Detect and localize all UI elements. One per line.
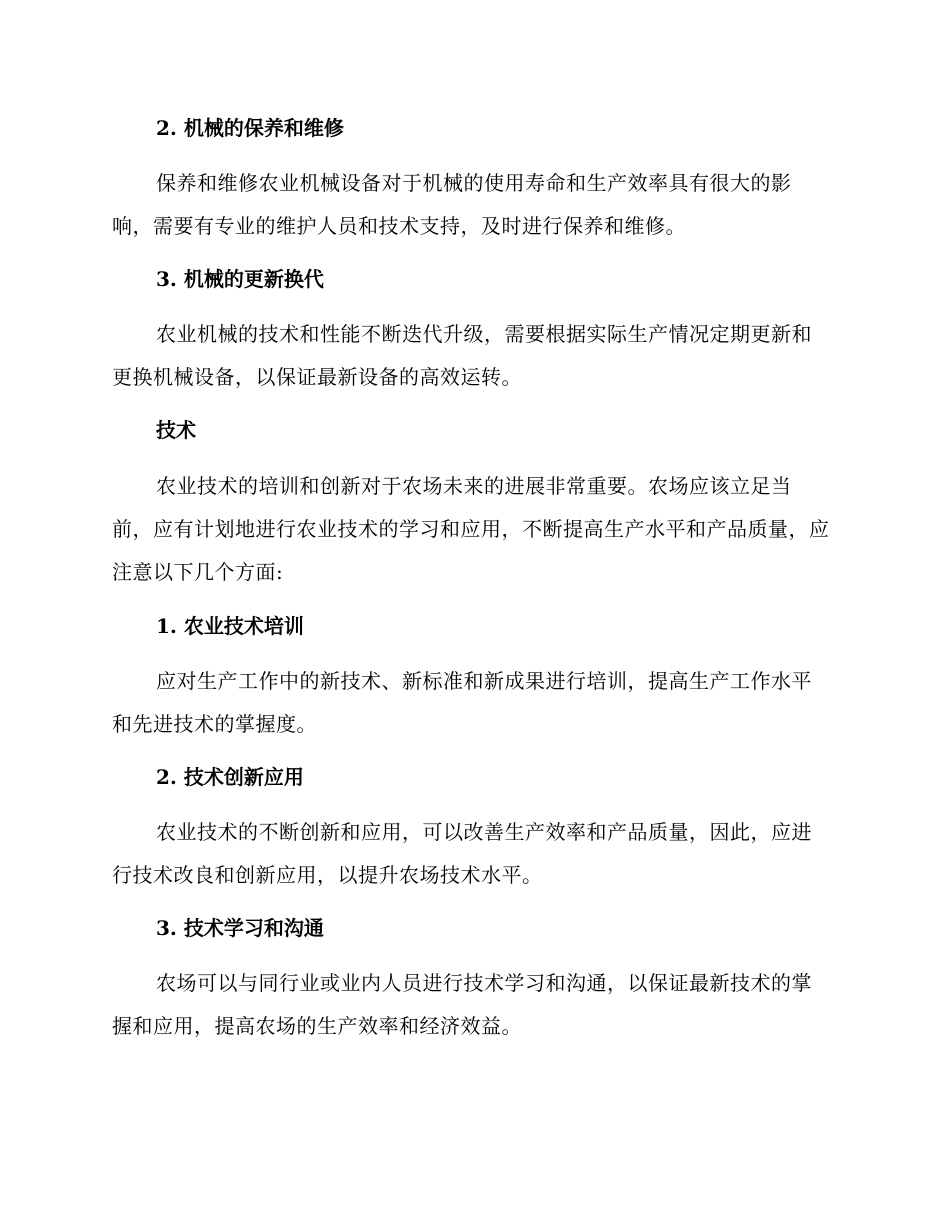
section-heading-innovation: 2. 技术创新应用 <box>156 765 304 789</box>
section-heading-maintenance: 2. 机械的保养和维修 <box>156 116 344 140</box>
section-heading-technology: 技术 <box>156 418 196 442</box>
section-heading-upgrade: 3. 机械的更新换代 <box>156 267 324 291</box>
section-heading-communication: 3. 技术学习和沟通 <box>156 916 324 940</box>
paragraph-upgrade: 农业机械的技术和性能不断迭代升级，需要根据实际生产情况定期更新和更换机械设备，以保证最新设备的高效运转。 <box>112 322 812 389</box>
paragraph-communication: 农场可以与同行业或业内人员进行技术学习和沟通，以保证最新技术的掌握和应用，提高农场的生产效率和经济效益。 <box>112 971 812 1038</box>
paragraph-technology: 农业技术的培训和创新对于农场未来的进展非常重要。农场应该立足当前，应有计划地进行农业技术的学习和应用，不断提高生产水平和产品质量，应注意以下几个方面: <box>112 474 830 584</box>
paragraph-innovation: 农业技术的不断创新和应用，可以改善生产效率和产品质量，因此，应进行技术改良和创新应用，以提升农场技术水平。 <box>112 820 812 887</box>
section-heading-training: 1. 农业技术培训 <box>156 614 304 638</box>
paragraph-training: 应对生产工作中的新技术、新标准和新成果进行培训，提高生产工作水平和先进技术的掌握度。 <box>112 669 812 736</box>
paragraph-maintenance: 保养和维修农业机械设备对于机械的使用寿命和生产效率具有很大的影响，需要有专业的维护人员和技术支持，及时进行保养和维修。 <box>112 171 792 238</box>
